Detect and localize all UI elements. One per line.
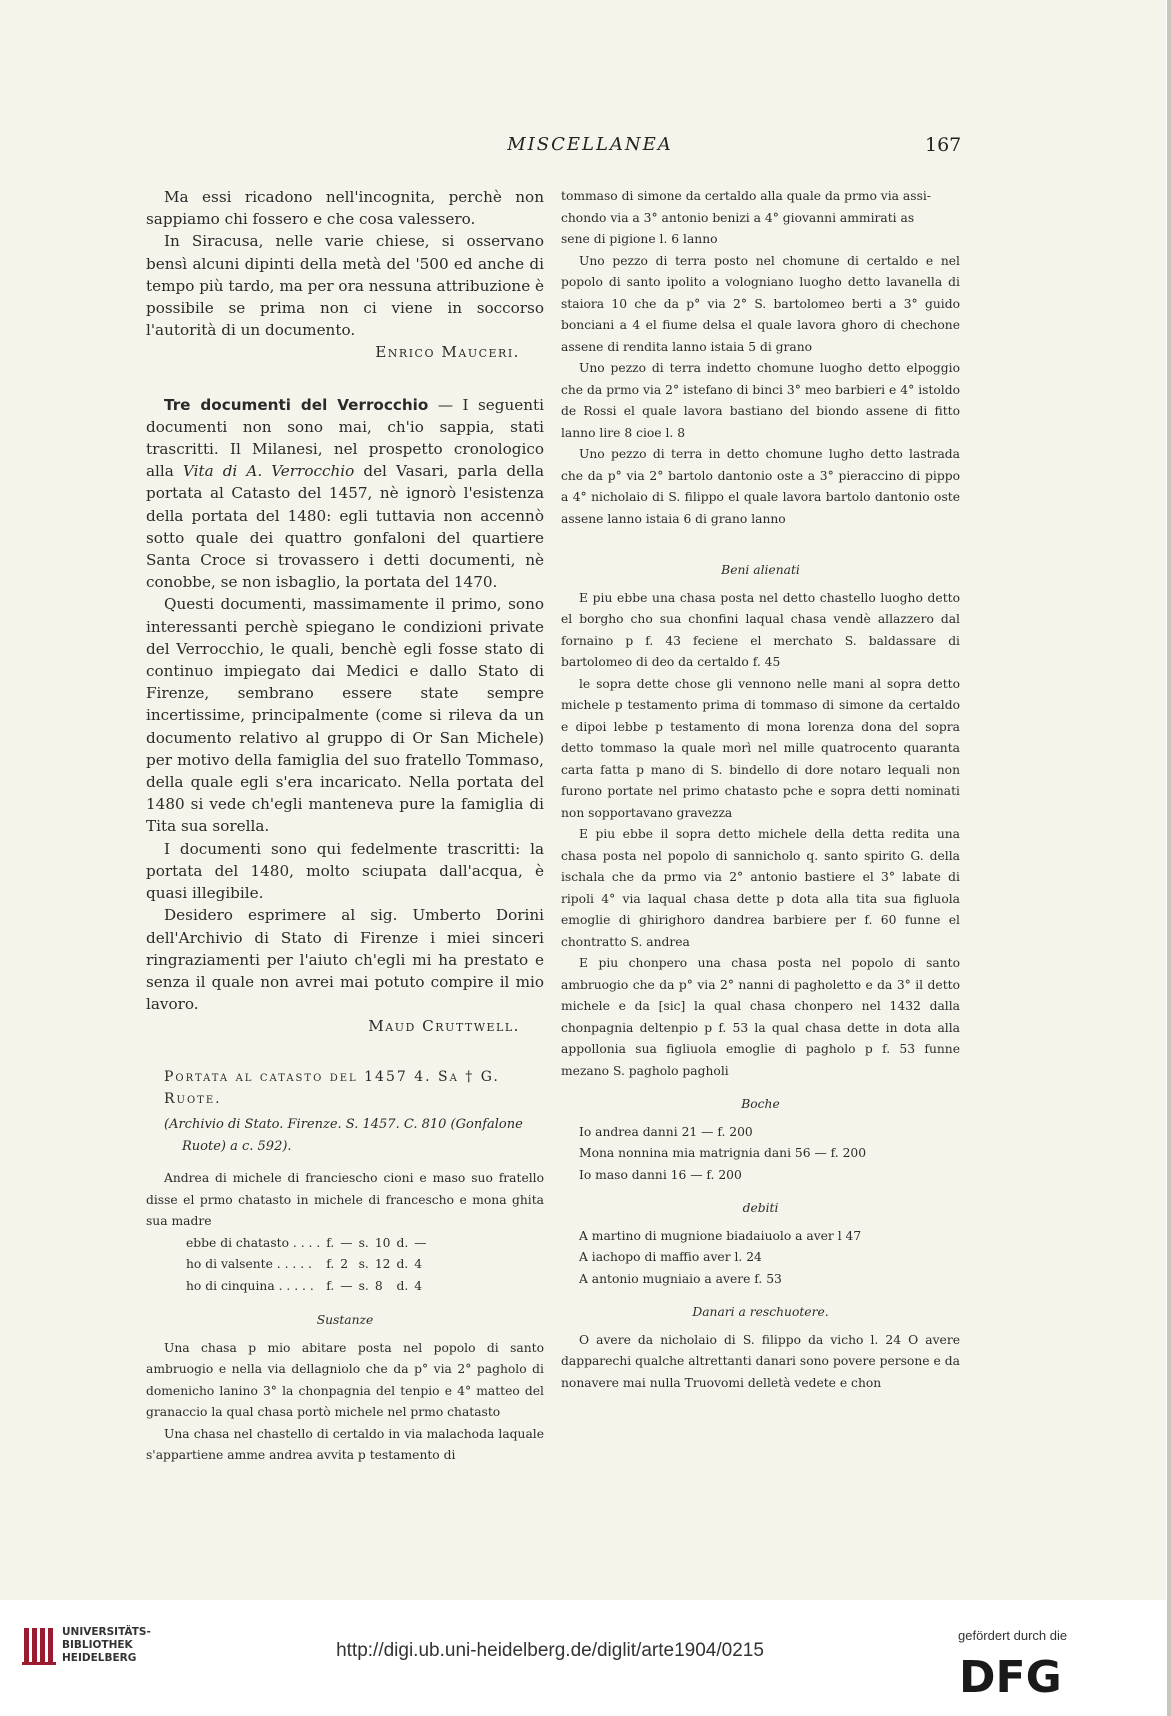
- sustanze-heading: Sustanze: [316, 1313, 374, 1328]
- boche-list: [561, 1122, 960, 1187]
- intro-paragraph: In Siracusa, nelle varie chiese, si osservano bensì alcuni dipinti della metà del '500 ed anche di tempo più tardo, ma per ora nessuna attribuzione è possibile se prima non ci viene in soccorso l'autorità di un documento.: [146, 232, 544, 340]
- ledger-cell: —: [340, 1278, 353, 1293]
- dfg-logo-icon: [955, 1648, 1065, 1698]
- university-library-logo-icon: [22, 1624, 58, 1666]
- ledger-label: ho di cinquina . . . . .: [186, 1278, 314, 1293]
- debiti-line: A antonio mugniaio a avere f. 53: [579, 1271, 782, 1286]
- beni-paragraph: E piu chonpero una chasa posta nel popolo di santo ambruogio che da p° via 2° nanni di pagholetto e da 3° il detto michele e da [sic] la qual chasa chonpero nel 1432 dalla chonpagnia deltenpio p f. 53 la qual chasa dette in dota alla appollonia sua figliuola emoglie di pagholo p f. 53 funne mezano S. pagholo pagholi: [561, 956, 960, 1078]
- ledger-row: [186, 1276, 433, 1298]
- body-paragraph: Desidero esprimere al sig. Umberto Dorini dell'Archivio di Stato di Firenze i miei sinceri ringraziamenti per l'aiuto ch'egli mi ha prestato e senza il quale non avrei mai potuto compire il mio lavoro.: [146, 906, 544, 1014]
- body-paragraph: I documenti sono qui fedelmente trascritti: la portata del 1480, molto sciupata dall'acqua, è quasi illegibile.: [146, 839, 544, 903]
- continuation-lines: [561, 186, 960, 251]
- section-verrocchio-intro: [146, 394, 544, 594]
- source-url-link[interactable]: http://digi.ub.uni-heidelberg.de/diglit/arte1904/0215: [336, 1640, 764, 1661]
- section-lead-rest: del Vasari, parla della portata al Catasto del 1457, nè ignorò l'esistenza della portata del 1480: egli tuttavia non accennò sotto quale dei quattro gonfaloni del quartiere Santa Croce si trovassero i detti documenti, nè conobbe, se non isbaglio, la portata del 1470.: [146, 462, 545, 592]
- danari-heading: Danari a reschuotere.: [692, 1305, 829, 1319]
- boche-line: Io maso danni 16 — f. 200: [579, 1167, 742, 1182]
- boche-line: Io andrea danni 21 — f. 200: [579, 1124, 753, 1139]
- ledger-row: [186, 1254, 433, 1276]
- ledger-cell: —: [340, 1235, 353, 1250]
- ledger-cell: s.: [358, 1257, 369, 1272]
- library-name-line: UNIVERSITÄTS-: [62, 1626, 151, 1638]
- ledger-cell: d.: [396, 1235, 409, 1250]
- beni-alienati-heading: Beni alienati: [721, 563, 800, 577]
- text-line: sene di pigione l. 6 lanno: [561, 232, 718, 246]
- ledger-cell: —: [414, 1235, 427, 1250]
- section-lead-italic: Vita di A. Verrocchio: [182, 462, 355, 481]
- left-column: [146, 186, 544, 1467]
- document-intro: Andrea di michele di franciescho cioni e maso suo fratello disse el prmo chatasto in michele di francescho e mona ghita sua madre: [146, 1171, 544, 1229]
- ledger-cell: f.: [326, 1235, 335, 1250]
- debiti-line: A martino di mugnione biadaiuolo a aver l 47: [579, 1228, 862, 1243]
- ledger-cell: 4: [414, 1278, 423, 1293]
- signature-cruttwell: Maud Cruttwell.: [368, 1017, 520, 1036]
- page-number: 167: [925, 134, 962, 156]
- ledger-cell: 12: [374, 1257, 391, 1272]
- signature-mauceri: Enrico Mauceri.: [375, 343, 520, 362]
- beni-paragraph: E piu ebbe il sopra detto michele della detta redita una chasa posta nel popolo di sannicholo q. santo spirito G. della ischala che da prmo via 2° antonio bastiere el 3° labate di ripoli 4° via laqual chasa dette p dota alla tita sua figluola emoglie di ghirighoro dandrea barbiere per f. 60 funne el chontratto S. andrea: [561, 827, 960, 949]
- body-paragraph: Questi documenti, massimamente il primo, sono interessanti perchè spiegano le condizioni private del Verrocchio, le quali, benchè egli fosse stato di continuo impiegato dai Medici e dallo Stato di Firenze, sembrano essere state sempre incertissime, principalmente (come si rileva da un documento relativo al gruppo di Or San Michele) per motivo della famiglia del suo fratello Tommaso, della quale egli s'era incaricato. Nella portata del 1480 si vede ch'egli manteneva pure la famiglia di Tita sua sorella.: [146, 595, 544, 836]
- ledger-cell: s.: [358, 1278, 369, 1293]
- ledger-cell: d.: [396, 1278, 409, 1293]
- beni-paragraph: E piu ebbe una chasa posta nel detto chastello luogho detto el borgho cho sua chonfini laqual chasa vendè allazzero dal fornaino p f. 43 feciene el merchato S. baldassare di bartolomeo di deo da certaldo f. 45: [561, 590, 960, 669]
- text-line: tommaso di simone da certaldo alla quale da prmo via assi-: [561, 189, 931, 203]
- library-name-line: BIBLIOTHEK: [62, 1639, 133, 1651]
- ledger-cell: f.: [326, 1257, 335, 1272]
- boche-line: Mona nonnina mia matrignia dani 56 — f. 200: [579, 1146, 867, 1160]
- ledger-cell: f.: [326, 1278, 335, 1293]
- ledger-label: ho di valsente . . . . .: [186, 1257, 312, 1272]
- sustanze-paragraph: Una chasa nel chastello di certaldo in via malachoda laquale s'appartiene amme andrea avvita p testamento di: [146, 1426, 544, 1463]
- document-title: Portata al catasto del 1457 4. Sa † G. Ruote.: [164, 1068, 500, 1107]
- funded-by-label: gefördert durch die: [958, 1628, 1068, 1643]
- beni-paragraph: le sopra dette chose gli vennono nelle mani al sopra detto michele p testamento prima di tommaso di simone da certaldo e dipoi lebbe p testamento di mona lorenza dona del sopra detto tommaso la quale morì nel mille quatrocento quaranta carta fatta p mano di S. bindello di dore notaro lequali non furono portate nel primo chatasto pche e sopra detti nominati non sopportavano gravezza: [561, 676, 960, 820]
- debiti-list: [561, 1226, 960, 1291]
- sustanze-paragraph: Una chasa p mio abitare posta nel popolo di santo ambruogio e nella via dellagniolo che da p° via 2° pagholo di domenicho lanino 3° la chonpagnia del tenpio e 4° matteo del granaccio la qual chasa portò michele nel prmo chatasto: [146, 1340, 544, 1420]
- ledger-table: [186, 1233, 433, 1298]
- property-paragraph: Uno pezzo di terra posto nel chomune di certaldo e nel popolo di santo ipolito a vologniano luogho detto lavanella di staiora 10 che da p° via 2° S. bartolomeo berti a 3° guido bonciani a 4 el fiume delsa el quale lavora ghoro di chechone assene di rendita lanno istaia 5 di grano: [561, 253, 960, 354]
- section-heading: Tre documenti del Verrocchio: [164, 395, 429, 414]
- property-paragraph: Uno pezzo di terra in detto chomune lugho detto lastrada che da p° via 2° bartolo dantonio oste a 3° pieraccino di pippo a 4° nicholaio di S. filippo el quale lavora bartolo dantonio oste assene lanno istaia 6 di grano lanno: [561, 447, 960, 526]
- ledger-cell: 4: [414, 1257, 423, 1272]
- ledger-cell: 10: [374, 1235, 391, 1250]
- dfg-logo-text: DFG: [959, 1652, 1062, 1698]
- ledger-row: [186, 1233, 433, 1255]
- document-reference: (Archivio di Stato. Firenze. S. 1457. C. 810 (Gonfalone Ruote) a c. 592).: [164, 1116, 523, 1155]
- intro-paragraph: Ma essi ricadono nell'incognita, perchè non sappiamo chi fossero e che cosa valessero.: [146, 188, 544, 229]
- boche-heading: Boche: [741, 1097, 780, 1111]
- ledger-cell: 8: [374, 1278, 383, 1293]
- running-header: MISCELLANEA: [507, 134, 673, 155]
- right-column: [561, 186, 960, 1394]
- debiti-heading: debiti: [742, 1201, 779, 1215]
- library-name-line: HEIDELBERG: [62, 1652, 137, 1664]
- section-lead: — I seguenti documenti non sono mai, ch'io sappia, stati trascritti. Il Milanesi, nel prospetto cronologico alla: [146, 395, 544, 481]
- danari-paragraph: O avere da nicholaio di S. filippo da vicho l. 24 O avere dapparechi qualche altrettanti danari sono povere persone e da nonavere mai nulla Truovomi delletà vedete e chon: [561, 1332, 960, 1390]
- ledger-label: ebbe di chatasto . . . .: [186, 1235, 321, 1250]
- debiti-line: A iachopo di maffio aver l. 24: [579, 1250, 762, 1264]
- property-paragraph: Uno pezzo di terra indetto chomune luogho detto elpoggio che da prmo via 2° istefano di binci 3° meo barbieri e 4° istoldo de Rossi el quale lavora bastiano del biondo assene di fitto lanno lire 8 cioe l. 8: [561, 361, 960, 440]
- text-line: chondo via a 3° antonio benizi a 4° giovanni ammirati as: [561, 210, 915, 225]
- ledger-cell: s.: [358, 1235, 369, 1250]
- ledger-cell: d.: [396, 1257, 409, 1272]
- ledger-cell: 2: [340, 1257, 349, 1272]
- library-name: [62, 1626, 151, 1665]
